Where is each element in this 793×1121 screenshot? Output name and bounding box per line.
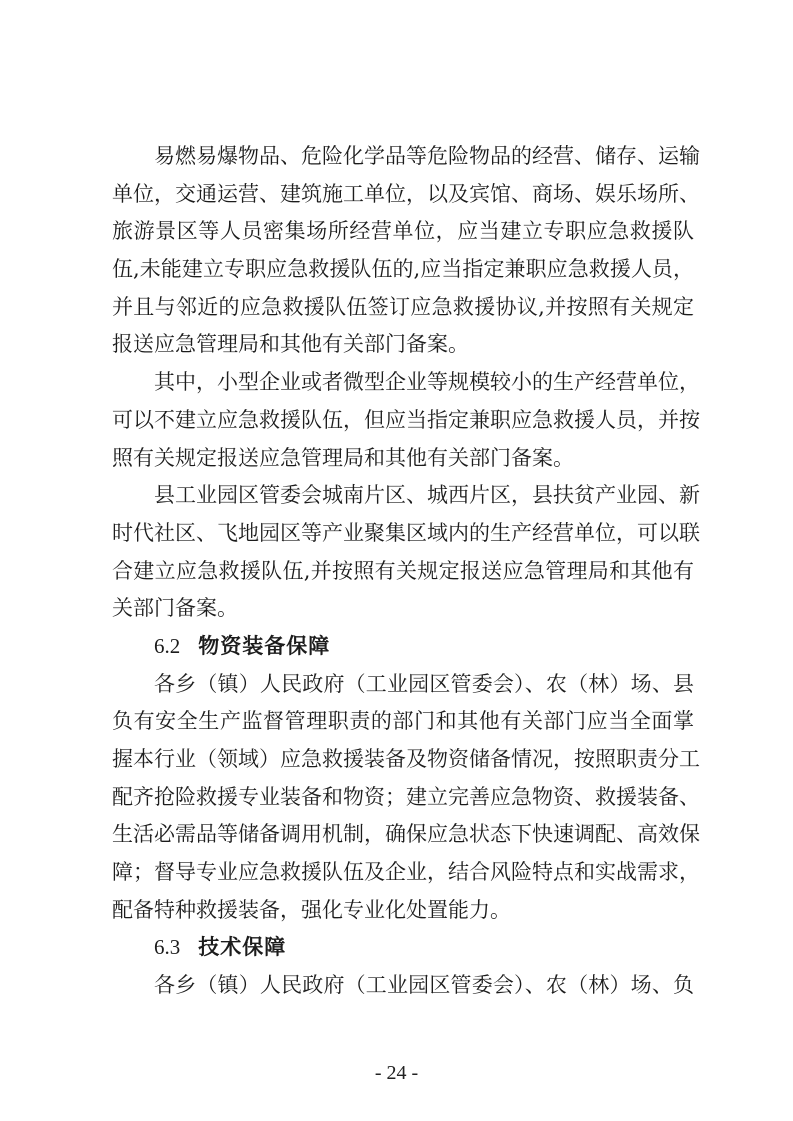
- paragraph-section-6-2: [112, 666, 700, 930]
- page-number: - 24 -: [374, 1062, 419, 1084]
- paragraph-1: [112, 138, 700, 364]
- text-line: 合建立应急救援队伍,并按照有关规定报送应急管理局和其他有: [112, 558, 694, 583]
- text-line: 报送应急管理局和其他有关部门备案。: [112, 332, 469, 357]
- text-line: 握本行业（领域）应急救援装备及物资储备情况，按照职责分工: [112, 747, 700, 771]
- text-line: 单位，交通运营、建筑施工单位，以及宾馆、商场、娱乐场所、: [112, 181, 700, 206]
- text-line: 关部门备案。: [112, 596, 238, 621]
- section-heading-6-3: [112, 929, 694, 967]
- paragraph-2: [112, 364, 700, 477]
- text-line: 县工业园区管委会城南片区、城西片区，县扶贫产业园、新: [154, 483, 700, 508]
- section-number: 6.3: [154, 935, 181, 960]
- text-line: 可以不建立应急救援队伍，但应当指定兼职应急救援人员，并按: [112, 407, 700, 432]
- text-line: 旅游景区等人员密集场所经营单位，应当建立专职应急救援队: [112, 219, 694, 244]
- section-title: 技术保障: [198, 935, 287, 960]
- text-line: 配齐抢险救援专业装备和物资；建立完善应急物资、救援装备、: [112, 784, 700, 809]
- text-line: 时代社区、飞地园区等产业聚集区域内的生产经营单位，可以联: [112, 520, 700, 545]
- paragraph-section-6-3: [112, 967, 694, 1005]
- text-line: 生活必需品等储备调用机制，确保应急状态下快速调配、高效保: [112, 822, 700, 847]
- section-heading-6-2: [112, 628, 694, 666]
- text-line: 其中，小型企业或者微型企业等规模较小的生产经营单位，: [154, 370, 700, 395]
- text-line: 配备特种救援装备，强化专业化处置能力。: [112, 897, 511, 922]
- text-line: 易燃易爆物品、危险化学品等危险物品的经营、储存、运输: [154, 144, 700, 168]
- text-line: 照有关规定报送应急管理局和其他有关部门备案。: [112, 445, 574, 470]
- text-line: 障；督导专业应急救援队伍及企业，结合风险特点和实战需求，: [112, 860, 700, 885]
- section-number: 6.2: [154, 633, 181, 658]
- section-title: 物资装备保障: [198, 633, 331, 658]
- text-line: 各乡（镇）人民政府（工业园区管委会）、农（林）场、负: [154, 973, 694, 998]
- text-line: 负有安全生产监督管理职责的部门和其他有关部门应当全面掌: [112, 709, 694, 734]
- paragraph-3: [112, 477, 700, 628]
- text-line: 各乡（镇）人民政府（工业园区管委会）、农（林）场、县: [154, 671, 694, 696]
- text-line: 伍,未能建立专职应急救援队伍的,应当指定兼职应急救援人员，: [112, 257, 694, 282]
- text-line: 并且与邻近的应急救援队伍签订应急救援协议,并按照有关规定: [112, 294, 694, 319]
- document-body: [112, 138, 700, 1005]
